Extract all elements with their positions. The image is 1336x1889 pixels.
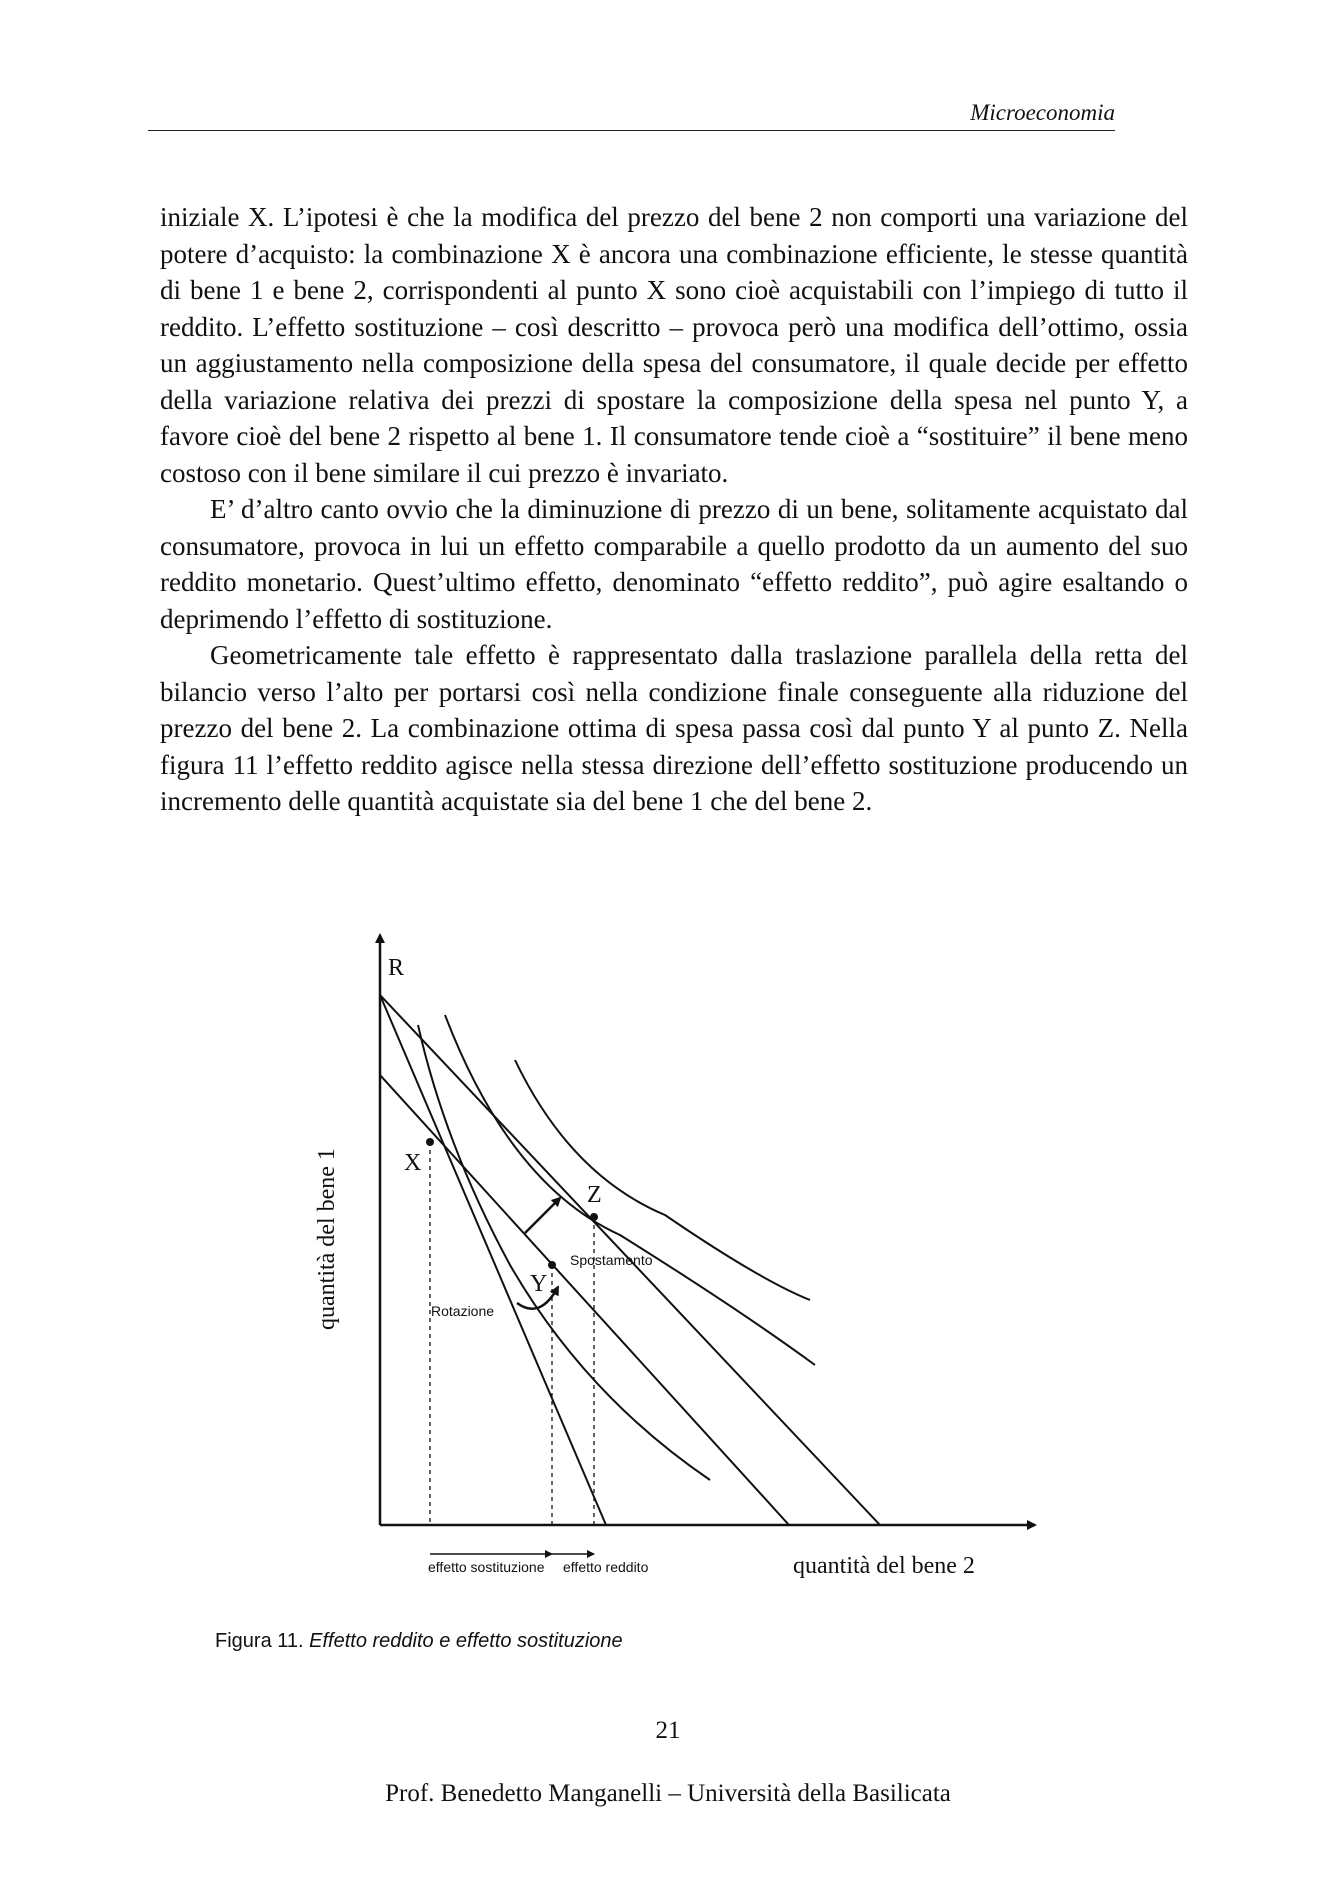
figure-caption	[215, 1630, 623, 1653]
point-y-marker	[548, 1261, 556, 1269]
point-x-label: X	[404, 1150, 422, 1176]
indifference-curve-z	[515, 1060, 810, 1300]
body-text	[160, 199, 1188, 820]
x-axis-label: quantità del bene 2	[793, 1553, 975, 1579]
caption-number: Figura 11.	[215, 1630, 304, 1652]
point-r-label: R	[388, 955, 405, 981]
page-footer	[0, 1780, 1336, 1808]
running-header	[148, 100, 1115, 131]
point-x-marker	[426, 1138, 434, 1146]
indifference-curve-x	[418, 1025, 710, 1480]
point-z-marker	[590, 1213, 598, 1221]
figure-11	[290, 915, 1070, 1605]
point-z-label: Z	[587, 1182, 602, 1208]
paragraph-1: iniziale X. L’ipotesi è che la modifica del prezzo del bene 2 non comporti una variazione del potere d’acquisto: la combinazione X è ancora una combinazione efficiente, le stesse quantità di bene 1 e bene 2, corrispondenti al punto X sono cioè acquistabili con l’impiego di tutto il reddito. L’effetto sostituzione – così descritto – provoca però una modifica dell’ottimo, ossia un aggiustamento nella composizione della spesa del consumatore, il quale decide per effetto della variazione relativa dei prezzi di spostare la composizione della spesa nel punto Y, a favore cioè del bene 2 rispetto al bene 1. Il consumatore tende cioè a “sostituire” il bene meno costoso con il bene similare il cui prezzo è invariato.	[160, 202, 1188, 488]
paragraph-3: Geometricamente tale effetto è rappresentato dalla traslazione parallela della retta del bilancio verso l’alto per portarsi così nella condizione finale conseguente alla riduzione del prezzo del bene 2. La combinazione ottima di spesa passa così dal punto Y al punto Z. Nella figura 11 l’effetto reddito agisce nella stessa direzione dell’effetto sostituzione producendo un incremento delle quantità acquistate sia del bene 1 che del bene 2.	[160, 640, 1188, 816]
y-axis-label: quantità del bene 1	[314, 1148, 340, 1330]
shift-arrow	[525, 1198, 560, 1233]
caption-title: Effetto reddito e effetto sostituzione	[309, 1630, 623, 1652]
rotation-label: Rotazione	[431, 1303, 495, 1319]
point-y-label: Y	[530, 1271, 548, 1297]
page-number: 21	[655, 1717, 681, 1744]
paragraph-2: E’ d’altro canto ovvio che la diminuzione di prezzo di un bene, solitamente acquistato dal consumatore, provoca in lui un effetto comparabile a quello prodotto da un aumento del suo reddito monetario. Quest’ultimo effetto, denominato “effetto reddito”, può agire esaltando o deprimendo l’effetto di sostituzione.	[160, 494, 1188, 634]
footer-author-line: Prof. Benedetto Manganelli – Università della Basilicata	[385, 1780, 951, 1807]
shift-label: Spostamento	[570, 1252, 653, 1268]
income-substitution-diagram	[290, 915, 1070, 1605]
income-effect-label: effetto reddito	[563, 1559, 649, 1575]
indifference-curve-y	[445, 1015, 815, 1365]
substitution-effect-label: effetto sostituzione	[428, 1559, 545, 1575]
running-header-title: Microeconomia	[970, 100, 1115, 125]
shifted-budget-line	[380, 1075, 789, 1525]
